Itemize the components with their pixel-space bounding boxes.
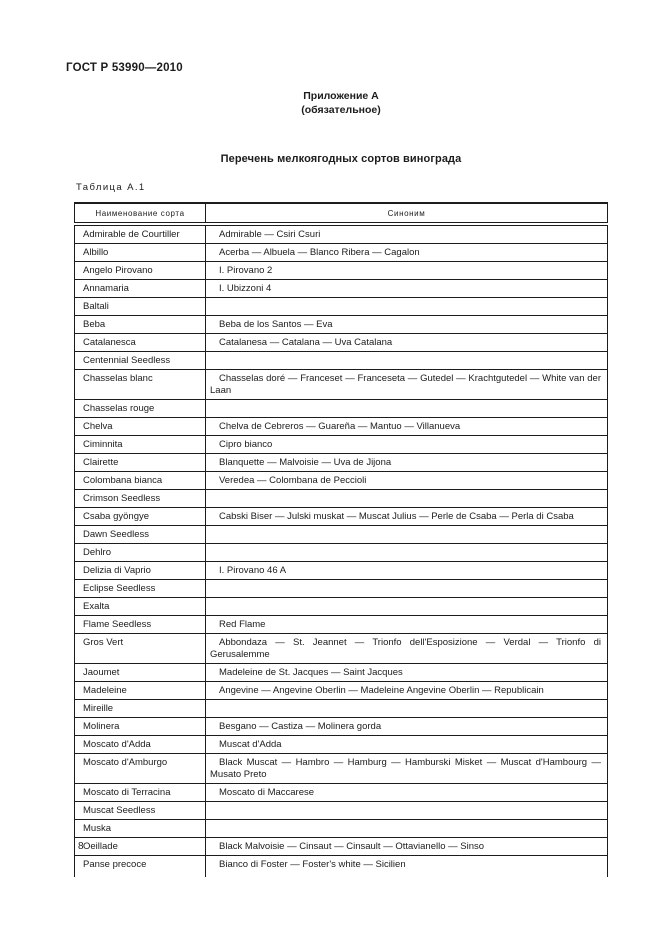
table-row — [75, 544, 608, 562]
synonym-cell: Beba de los Santos — Eva — [206, 316, 608, 334]
synonym-cell: Abbondaza — St. Jeannet — Trionfo dell'Esposizione — Verdal — Trionfo di Gerusalemme — [206, 634, 608, 664]
variety-name-cell: Oeillade — [75, 838, 206, 856]
variety-name-cell: Muscat Seedless — [75, 802, 206, 820]
variety-name-cell: Csaba gyöngye — [75, 508, 206, 526]
variety-name-cell: Moscato di Terracina — [75, 784, 206, 802]
variety-name-cell: Catalanesca — [75, 334, 206, 352]
table-row — [75, 598, 608, 616]
synonym-cell — [206, 598, 608, 616]
column-header-variety-name: Наименование сорта — [75, 203, 206, 224]
variety-name-cell: Panse precoce — [83, 858, 147, 870]
table-row — [75, 490, 608, 508]
synonym-cell: Bianco di Foster — Foster's white — Sicilien — [206, 856, 608, 874]
variety-name-cell: Baltali — [75, 298, 206, 316]
variety-name-cell: Crimson Seedless — [75, 490, 206, 508]
synonym-cell: Black Muscat — Hambro — Hamburg — Hamburski Misket — Muscat d'Hambourg — Musato Preto — [206, 754, 608, 784]
synonym-cell: Muscat d'Adda — [206, 736, 608, 754]
annex-label: Приложение А — [303, 90, 379, 102]
variety-name-cell: Chasselas rouge — [75, 400, 206, 418]
table-row — [75, 334, 608, 352]
table-row — [75, 616, 608, 634]
table-header — [75, 203, 608, 224]
table-row — [75, 400, 608, 418]
synonym-cell: Madeleine de St. Jacques — Saint Jacques — [206, 664, 608, 682]
synonym-cell: Catalanesa — Catalana — Uva Catalana — [206, 334, 608, 352]
variety-name-cell: Beba — [75, 316, 206, 334]
continuation-cell — [206, 873, 608, 877]
table-row — [75, 454, 608, 472]
synonym-cell: Acerba — Albuela — Blanco Ribera — Cagalon — [206, 244, 608, 262]
table-row — [75, 682, 608, 700]
table-row — [75, 634, 608, 664]
variety-name-cell: Admirable de Courtiller — [75, 224, 206, 244]
table-continuation-row — [75, 873, 608, 877]
table-row — [75, 298, 608, 316]
variety-name-cell: Mireille — [75, 700, 206, 718]
table-row — [75, 856, 608, 874]
synonym-cell: I. Ubizzoni 4 — [206, 280, 608, 298]
table-row — [75, 700, 608, 718]
table-row — [75, 262, 608, 280]
document-number: ГОСТ Р 53990—2010 — [66, 62, 183, 74]
annex-qualifier: (обязательное) — [301, 103, 381, 116]
page-title: Перечень мелкоягодных сортов винограда — [220, 153, 462, 165]
column-header-synonym: Синоним — [206, 203, 608, 224]
continuation-cell — [75, 873, 206, 877]
table-row — [75, 436, 608, 454]
synonym-cell: I. Pirovano 46 A — [206, 562, 608, 580]
table-row — [75, 316, 608, 334]
table-row — [75, 526, 608, 544]
annex-heading — [74, 90, 608, 117]
table-row — [75, 418, 608, 436]
table-row — [75, 472, 608, 490]
table-row — [75, 370, 608, 400]
synonym-cell: Black Malvoisie — Cinsaut — Cinsault — Ottavianello — Sinso — [206, 838, 608, 856]
synonym-cell: Blanquette — Malvoisie — Uva de Jijona — [206, 454, 608, 472]
table-row — [75, 580, 608, 598]
varieties-table — [74, 202, 608, 877]
variety-name-cell: Madeleine — [75, 682, 206, 700]
variety-name-cell: Gros Vert — [75, 634, 206, 664]
table-row — [75, 754, 608, 784]
synonym-cell: Chelva de Cebreros — Guareña — Mantuo — Villanueva — [206, 418, 608, 436]
synonym-cell — [206, 820, 608, 838]
synonym-cell: Admirable — Csiri Csuri — [206, 224, 608, 244]
table-row — [75, 664, 608, 682]
synonym-cell: Cabski Biser — Julski muskat — Muscat Julius — Perle de Csaba — Perla di Csaba — [206, 508, 608, 526]
synonym-cell: Cipro bianco — [206, 436, 608, 454]
variety-name-cell: Albillo — [75, 244, 206, 262]
variety-name-cell: Chasselas blanc — [75, 370, 206, 400]
table-row — [75, 784, 608, 802]
table-row — [75, 838, 608, 856]
variety-name-cell: Delizia di Vaprio — [75, 562, 206, 580]
synonym-cell — [206, 544, 608, 562]
synonym-cell: Chasselas doré — Franceset — Franceseta — Gutedel — Krachtgutedel — White van der Laan — [206, 370, 608, 400]
table-body — [75, 224, 608, 877]
synonym-cell — [206, 400, 608, 418]
variety-name-cell: Moscato d'Amburgo — [75, 754, 206, 784]
synonym-cell: Moscato di Maccarese — [206, 784, 608, 802]
variety-name-cell: Annamaria — [75, 280, 206, 298]
synonym-cell — [206, 580, 608, 598]
table-row — [75, 224, 608, 244]
variety-name-cell: Eclipse Seedless — [75, 580, 206, 598]
synonym-cell — [206, 700, 608, 718]
synonym-cell — [206, 526, 608, 544]
table-row — [75, 820, 608, 838]
table-row — [75, 508, 608, 526]
variety-name-cell: Clairette — [75, 454, 206, 472]
table-row — [75, 352, 608, 370]
table-row — [75, 244, 608, 262]
table-row — [75, 736, 608, 754]
variety-name-cell: Chelva — [75, 418, 206, 436]
variety-name-cell: Colombana bianca — [75, 472, 206, 490]
synonym-cell — [206, 352, 608, 370]
variety-name-cell: Muska — [75, 820, 206, 838]
synonym-cell — [206, 490, 608, 508]
page-number: 8 — [78, 841, 84, 852]
variety-name-cell: Dehlro — [75, 544, 206, 562]
variety-name-cell: Jaoumet — [75, 664, 206, 682]
synonym-cell: Besgano — Castiza — Molinera gorda — [206, 718, 608, 736]
variety-name-cell: Dawn Seedless — [75, 526, 206, 544]
synonym-cell: I. Pirovano 2 — [206, 262, 608, 280]
table-row — [75, 802, 608, 820]
table-row — [75, 280, 608, 298]
synonym-cell: Veredea — Colombana de Peccioli — [206, 472, 608, 490]
variety-name-cell: Centennial Seedless — [75, 352, 206, 370]
table-row — [75, 718, 608, 736]
variety-name-cell: Flame Seedless — [75, 616, 206, 634]
synonym-cell: Red Flame — [206, 616, 608, 634]
variety-name-cell: Moscato d'Adda — [75, 736, 206, 754]
variety-name-cell: Molinera — [75, 718, 206, 736]
synonym-cell: Angevine — Angevine Oberlin — Madeleine Angevine Oberlin — Republicain — [206, 682, 608, 700]
synonym-cell — [206, 298, 608, 316]
variety-name-cell: Ciminnita — [75, 436, 206, 454]
table-caption: Таблица А.1 — [76, 182, 146, 193]
table-row — [75, 562, 608, 580]
variety-name-cell: Angelo Pirovano — [75, 262, 206, 280]
variety-name-cell: Exalta — [75, 598, 206, 616]
synonym-cell — [206, 802, 608, 820]
